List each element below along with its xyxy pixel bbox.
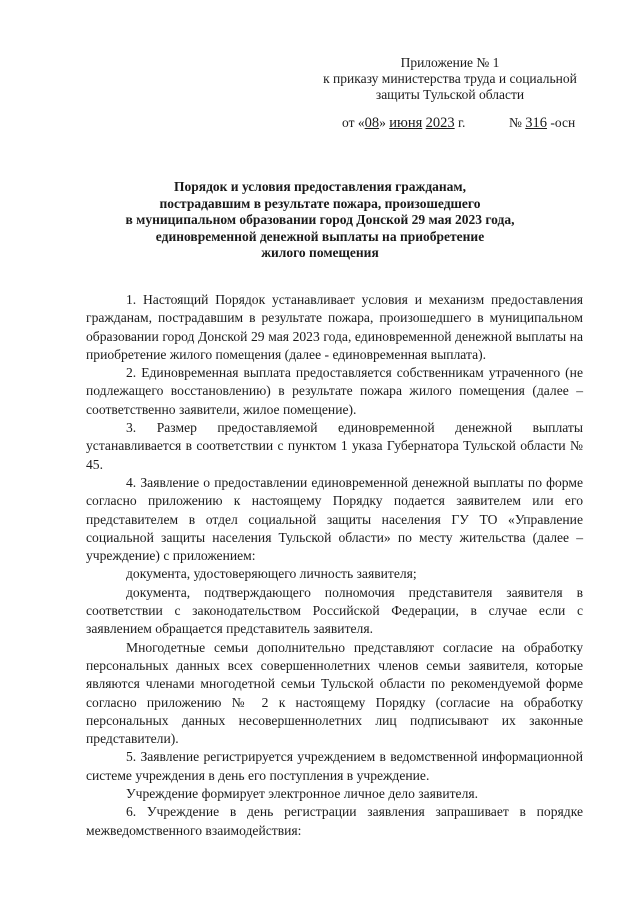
title-line: Порядок и условия предоставления гражданам, [174, 179, 466, 194]
paragraph: документа, удостоверяющего личность заявителя; [126, 566, 417, 582]
paragraph: 3. Размер предоставляемой единовременной денежной выплаты устанавливается в соответствии с пунктом 1 указа Губернатора Тульской области № 45. [86, 420, 583, 472]
order-year: 2023 [425, 115, 455, 131]
paragraph: Учреждение формирует электронное личное дело заявителя. [126, 786, 479, 802]
appendix-line: к приказу министерства труда и социальной [323, 71, 577, 86]
document-body [86, 291, 583, 840]
order-number: № 316 -осн [509, 115, 576, 131]
paragraph: документа, подтверждающего полномочия представителя заявителя в соответствии с законодательством Российской Федерации, в случае если с заявлением обращается представитель заявителя. [86, 584, 583, 637]
appendix-header [300, 55, 600, 103]
title-line: в муниципальном образовании город Донской 29 мая 2023 года, [125, 212, 515, 227]
order-date: от «08» июня 2023 г. [342, 115, 466, 131]
paragraph: 1. Настоящий Порядок устанавливает условия и механизм предоставления гражданам, пострадавшим в результате пожара, произошедшего в муниципальном образовании город Донской 29 мая 2023 года, единовременной денежной выплаты на приобретение жилого помещения (далее - единовременная выплата). [86, 292, 583, 362]
order-number-value: 316 [525, 115, 548, 131]
paragraph: Многодетные семьи дополнительно представляют согласие на обработку персональных данных всех совершеннолетних членов семьи заявителя, которые являются членами многодетной семьи Тульской области по рекомендуемой форме согласно приложению № 2 к настоящему Порядку (согласие на обработку персональных данных несовершеннолетних лиц подписывают их законные представители). [86, 639, 583, 747]
appendix-line: защиты Тульской области [375, 87, 525, 102]
order-reference [300, 115, 600, 133]
paragraph: 6. Учреждение в день регистрации заявления запрашивает в порядке межведомственного взаимодействия: [86, 804, 583, 838]
paragraph: 4. Заявление о предоставлении единовременной денежной выплаты по форме согласно приложению к настоящему Порядку подается заявителем или его представителем в отдел социальной защиты населения ГУ ТО «Управление социальной защиты населения Тульской области» по месту жительства (далее – учреждение) с приложением: [86, 474, 583, 564]
title-line: единовременной денежной выплаты на приобретение [155, 228, 485, 244]
order-day: 08 [364, 115, 380, 131]
title-line: пострадавшим в результате пожара, произошедшего [159, 195, 481, 211]
appendix-line: Приложение № 1 [400, 55, 500, 70]
order-month: июня [389, 115, 423, 131]
document-title [80, 179, 560, 262]
paragraph: 2. Единовременная выплата предоставляется собственникам утраченного (не подлежащего восстановлению) в результате пожара жилого помещения (далее – соответственно заявители, жилое помещение). [86, 365, 583, 417]
paragraph: 5. Заявление регистрируется учреждением в ведомственной информационной системе учреждения в день его поступления в учреждение. [86, 749, 583, 783]
title-line: жилого помещения [261, 245, 379, 260]
